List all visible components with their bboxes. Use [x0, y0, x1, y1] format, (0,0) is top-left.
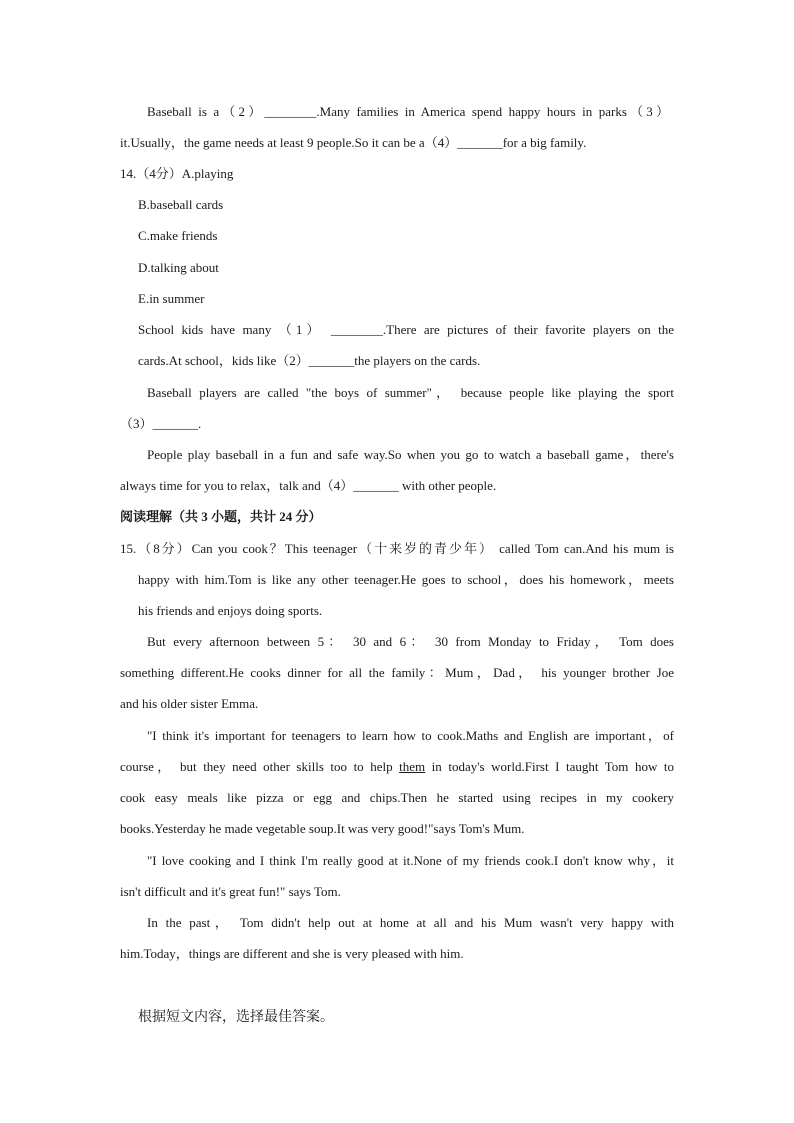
- underlined-word-them: them: [399, 759, 426, 774]
- question-15-line-13: In the past， Tom didn't help out at home at all and his Mum wasn't very happy with: [147, 915, 674, 930]
- question-15-line-4: But every afternoon between 5： 30 and 6： 30 from Monday to Friday， Tom does: [147, 634, 674, 649]
- passage-13-line-2: it.Usually，the game needs at least 9 people.So it can be a（4）_______for a big family.: [120, 135, 587, 150]
- option-c: C.make friends: [138, 228, 218, 243]
- question-15-line-8: [120, 758, 674, 776]
- question-15-line-12: isn't difficult and it's great fun!" says Tom.: [120, 884, 341, 899]
- passage-14-line-4: （3）_______.: [120, 416, 202, 431]
- question-15-line-7: "I think it's important for teenagers to learn how to cook.Maths and English are important，of: [147, 728, 674, 743]
- question-15-line-14: him.Today，things are different and she is very pleased with him.: [120, 946, 464, 961]
- passage-14-line-5: People play baseball in a fun and safe way.So when you go to watch a baseball game，there's: [147, 447, 674, 462]
- question-15-line-1: 15.（8分）Can you cook？This teenager（十来岁的青少年） called Tom can.And his mum is: [120, 541, 674, 556]
- passage-14-line-1: School kids have many （1） ________.There are pictures of their favorite players on the: [138, 322, 674, 337]
- question-15-line-5: something different.He cooks dinner for all the family：Mum，Dad， his younger brother Joe: [120, 665, 674, 680]
- option-e: E.in summer: [138, 291, 205, 306]
- line-8-text-a: course， but they need other skills too to help: [120, 759, 400, 774]
- question-15-line-11: "I love cooking and I think I'm really good at it.None of my friends cook.I don't know why，it: [147, 853, 674, 868]
- passage-13-line-1: Baseball is a（2）________.Many families in America spend happy hours in parks（3）: [147, 104, 669, 119]
- question-15-line-9: cook easy meals like pizza or egg and chips.Then he started using recipes in my cookery: [120, 790, 674, 805]
- line-8-text-b: in today's world.First I taught Tom how to: [425, 759, 674, 774]
- question-14-stem: 14.（4分）A.playing: [120, 166, 234, 181]
- section-heading: 阅读理解（共 3 小题，共计 24 分）: [120, 509, 322, 524]
- question-15-line-2: happy with him.Tom is like any other teenager.He goes to school，does his homework，meets: [138, 572, 674, 587]
- option-d: D.talking about: [138, 260, 219, 275]
- passage-14-line-6: always time for you to relax，talk and（4）_______ with other people.: [120, 478, 497, 493]
- question-15-line-3: his friends and enjoys doing sports.: [138, 603, 323, 618]
- instruction: 根据短文内容，选择最佳答案。: [138, 1010, 334, 1025]
- passage-14-line-2: cards.At school，kids like（2）_______the players on the cards.: [138, 353, 481, 368]
- question-15-line-10: books.Yesterday he made vegetable soup.It was very good!"says Tom's Mum.: [120, 821, 525, 836]
- option-b: B.baseball cards: [138, 197, 224, 212]
- question-15-line-6: and his older sister Emma.: [120, 696, 259, 711]
- passage-14-line-3: Baseball players are called "the boys of summer"， because people like playing the sport: [147, 385, 674, 400]
